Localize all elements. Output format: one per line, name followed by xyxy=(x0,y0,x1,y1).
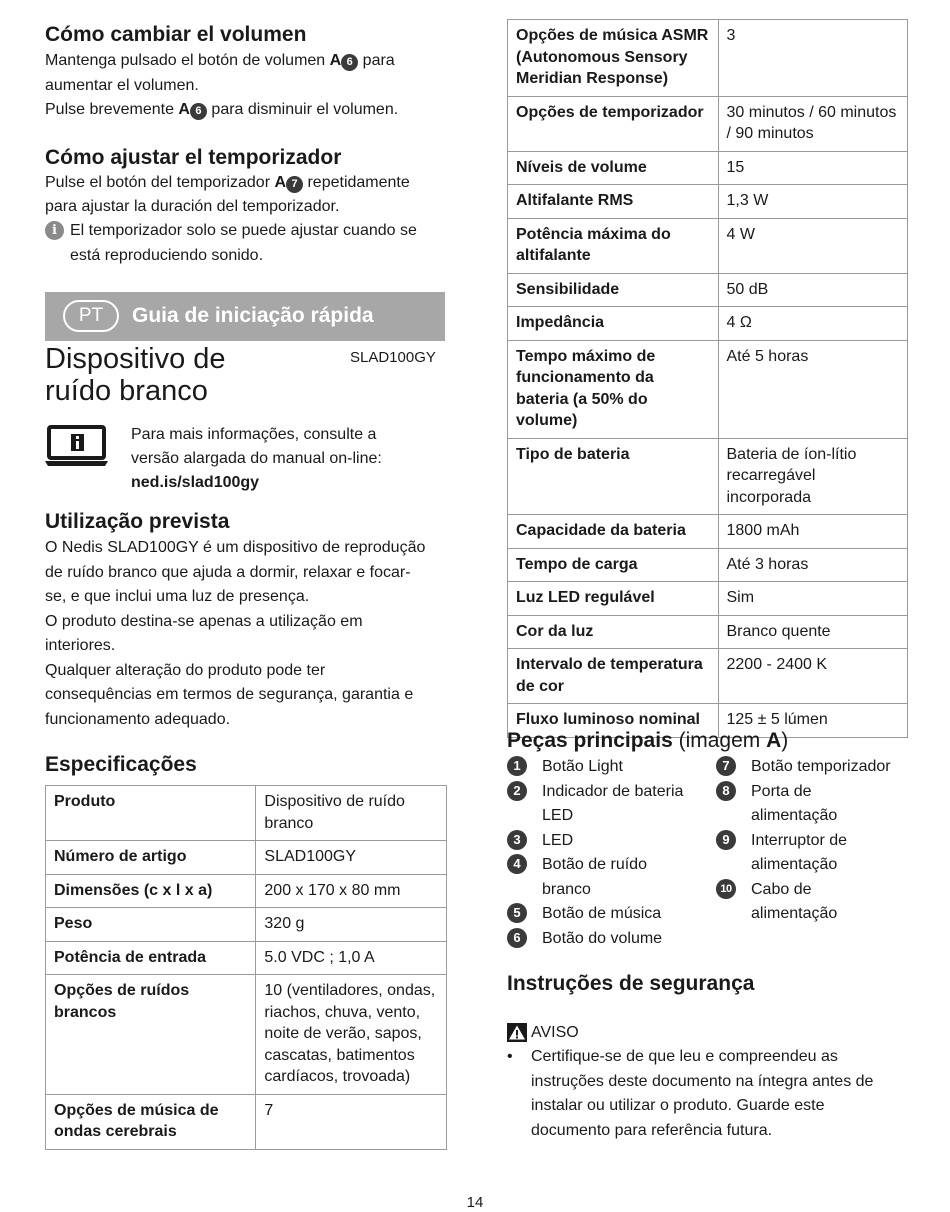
part-number-badge: 8 xyxy=(716,781,736,801)
safety-heading: Instruções de segurança xyxy=(507,972,755,995)
spec-value: 15 xyxy=(718,151,908,185)
safety-bullet-text xyxy=(531,1045,911,1143)
table-row xyxy=(508,548,908,582)
intended-use-heading: Utilização prevista xyxy=(45,510,230,533)
timer-heading: Cómo ajustar el temporizador xyxy=(45,146,342,169)
banner-title: Guia de iniciação rápida xyxy=(132,304,374,327)
part-label: alimentação xyxy=(751,807,838,824)
spec-value: 320 g xyxy=(256,908,447,942)
text-line: O Nedis SLAD100GY é um dispositivo de reprodução xyxy=(45,539,426,556)
intended-use-text xyxy=(45,536,455,732)
timer-line-1: Pulse el botón del temporizador A 7 repetidamente xyxy=(45,174,410,191)
list-item xyxy=(716,878,916,927)
table-row xyxy=(46,908,447,942)
table-row xyxy=(508,96,908,151)
spec-key: Opções de ruídos brancos xyxy=(46,975,256,1095)
product-title-line-2: ruído branco xyxy=(45,375,208,407)
spec-value: 50 dB xyxy=(718,273,908,307)
table-row xyxy=(508,438,908,515)
part-label: Cabo de xyxy=(751,880,812,898)
list-item xyxy=(716,780,916,829)
part-number-badge: 9 xyxy=(716,830,736,850)
part-number-badge: 7 xyxy=(716,756,736,776)
page-number: 14 xyxy=(466,1194,484,1211)
spec-key: Opções de música ASMR (Autonomous Sensory Meridian Response) xyxy=(508,20,719,97)
spec-key: Impedância xyxy=(508,307,719,341)
text-line: se, e que inclui uma luz de presença. xyxy=(45,588,310,605)
part-label: LED xyxy=(542,831,574,849)
spec-value: SLAD100GY xyxy=(256,841,447,875)
part-number-badge: 1 xyxy=(507,756,527,776)
timer-info-line-2: está reproduciendo sonido. xyxy=(70,247,264,264)
spec-value: Até 5 horas xyxy=(718,340,908,438)
list-item xyxy=(716,755,916,780)
part-label: Indicador de bateria xyxy=(542,782,684,800)
part-label: Botão Light xyxy=(542,758,623,775)
spec-key: Altifalante RMS xyxy=(508,185,719,219)
language-banner xyxy=(45,292,445,341)
text-line: instruções deste documento na íntegra antes de xyxy=(531,1072,874,1090)
spec-key: Tempo máximo de funcionamento da bateria (a 50% do volume) xyxy=(508,340,719,438)
spec-key: Capacidade da bateria xyxy=(508,515,719,549)
timer-info-line-1: El temporizador solo se puede ajustar cuando se xyxy=(70,222,417,239)
spec-value: 10 (ventiladores, ondas, riachos, chuva, vento, noite de verão, sapos, cascatas, batimentos cardíacos, trovoada) xyxy=(256,975,447,1095)
spec-key: Fluxo luminoso nominal xyxy=(508,704,719,738)
spec-key: Tempo de carga xyxy=(508,548,719,582)
volume-line-2: aumentar el volumen. xyxy=(45,77,199,94)
parts-column-1 xyxy=(507,755,712,951)
parts-column-2 xyxy=(716,755,916,927)
text-line: O produto destina-se apenas a utilização em xyxy=(45,612,363,630)
text-line: interiores. xyxy=(45,637,116,654)
spec-value: 4 Ω xyxy=(718,307,908,341)
product-title-line-1: Dispositivo de xyxy=(45,343,226,375)
spec-value: 1,3 W xyxy=(718,185,908,219)
spec-value: 125 ± 5 lúmen xyxy=(718,704,908,738)
list-item xyxy=(507,853,712,902)
part-label: branco xyxy=(542,880,591,898)
part-number-badge: 6 xyxy=(190,103,207,120)
text-line: instalar ou utilizar o produto. Guarde este xyxy=(531,1097,825,1114)
specifications-heading: Especificações xyxy=(45,753,197,776)
table-row xyxy=(46,1094,447,1149)
table-row xyxy=(508,582,908,616)
manual-link[interactable]: ned.is/slad100gy xyxy=(131,474,260,491)
main-parts-heading: Peças principais (imagem A) xyxy=(507,729,789,752)
text-line: funcionamento adequado. xyxy=(45,710,231,728)
manual-text-line-2: versão alargada do manual on-line: xyxy=(131,450,382,467)
table-row xyxy=(46,841,447,875)
volume-heading: Cómo cambiar el volumen xyxy=(45,23,307,46)
table-row xyxy=(46,975,447,1095)
part-label: alimentação xyxy=(751,856,838,873)
part-label: LED xyxy=(542,807,574,824)
table-row xyxy=(508,273,908,307)
spec-key: Dimensões (c x l x a) xyxy=(46,874,256,908)
spec-value: Até 3 horas xyxy=(718,548,908,582)
specs-table-right xyxy=(507,19,908,738)
spec-value: 7 xyxy=(256,1094,447,1149)
spec-value: 5.0 VDC ; 1,0 A xyxy=(256,941,447,975)
volume-line-3: Pulse brevemente A 6 para disminuir el volumen. xyxy=(45,101,399,118)
table-row xyxy=(46,941,447,975)
list-item xyxy=(507,902,712,927)
table-row xyxy=(46,874,447,908)
part-number-badge: 7 xyxy=(286,176,303,193)
table-row xyxy=(508,649,908,704)
model-number: SLAD100GY xyxy=(350,349,436,366)
spec-value: 2200 - 2400 K xyxy=(718,649,908,704)
spec-value: 1800 mAh xyxy=(718,515,908,549)
bullet-icon: • xyxy=(507,1048,513,1065)
part-label: Botão temporizador xyxy=(751,758,891,775)
part-label: Botão do volume xyxy=(542,929,663,947)
table-row xyxy=(508,151,908,185)
spec-value: Dispositivo de ruído branco xyxy=(256,786,447,841)
text-line: consequências em termos de segurança, garantia e xyxy=(45,686,414,703)
part-number-badge: 10 xyxy=(716,879,736,899)
part-number-badge: 6 xyxy=(341,54,358,71)
specs-table-left xyxy=(45,785,447,1150)
part-label: Porta de xyxy=(751,782,812,800)
spec-key: Número de artigo xyxy=(46,841,256,875)
text-line: Qualquer alteração do produto pode ter xyxy=(45,661,326,679)
spec-value: 3 xyxy=(718,20,908,97)
text-line: de ruído branco que ajuda a dormir, relaxar e focar- xyxy=(45,563,411,581)
warning-icon xyxy=(507,1023,527,1042)
spec-key: Potência máxima do altifalante xyxy=(508,218,719,273)
spec-value: 200 x 170 x 80 mm xyxy=(256,874,447,908)
text-line: Certifique-se de que leu e compreendeu as xyxy=(531,1048,838,1065)
table-row xyxy=(46,786,447,841)
part-label: alimentação xyxy=(751,905,838,922)
table-row xyxy=(508,615,908,649)
spec-key: Opções de música de ondas cerebrais xyxy=(46,1094,256,1149)
warning-label: AVISO xyxy=(531,1024,579,1041)
spec-key: Sensibilidade xyxy=(508,273,719,307)
table-row xyxy=(508,307,908,341)
list-item xyxy=(507,829,712,854)
list-item xyxy=(716,829,916,878)
spec-key: Potência de entrada xyxy=(46,941,256,975)
table-row xyxy=(508,515,908,549)
spec-value: Sim xyxy=(718,582,908,616)
volume-line-1: Mantenga pulsado el botón de volumen A 6 para xyxy=(45,52,395,69)
info-icon: i xyxy=(45,221,64,240)
part-number-badge: 5 xyxy=(507,903,527,923)
part-label: Interruptor de xyxy=(751,831,848,849)
table-row xyxy=(508,218,908,273)
laptop-manual-icon xyxy=(45,425,108,468)
spec-value: 4 W xyxy=(718,218,908,273)
part-number-badge: 6 xyxy=(507,928,527,948)
part-number-badge: 4 xyxy=(507,854,527,874)
part-number-badge: 3 xyxy=(507,830,527,850)
list-item xyxy=(507,780,712,829)
manual-text-line-1: Para mais informações, consulte a xyxy=(131,426,377,443)
spec-key: Cor da luz xyxy=(508,615,719,649)
spec-value: Branco quente xyxy=(718,615,908,649)
part-number-badge: 2 xyxy=(507,781,527,801)
spec-value: Bateria de íon-lítio recarregável incorporada xyxy=(718,438,908,515)
list-item xyxy=(507,927,712,952)
table-row xyxy=(508,340,908,438)
table-row xyxy=(508,20,908,97)
spec-key: Níveis de volume xyxy=(508,151,719,185)
spec-key: Peso xyxy=(46,908,256,942)
text-line: documento para referência futura. xyxy=(531,1121,773,1139)
part-label: Botão de ruído xyxy=(542,856,647,873)
spec-key: Tipo de bateria xyxy=(508,438,719,515)
spec-key: Intervalo de temperatura de cor xyxy=(508,649,719,704)
spec-key: Opções de temporizador xyxy=(508,96,719,151)
table-row xyxy=(508,185,908,219)
list-item xyxy=(507,755,712,780)
spec-value: 30 minutos / 60 minutos / 90 minutos xyxy=(718,96,908,151)
part-label: Botão de música xyxy=(542,905,662,922)
language-badge: PT xyxy=(63,300,119,332)
spec-key: Produto xyxy=(46,786,256,841)
spec-key: Luz LED regulável xyxy=(508,582,719,616)
timer-line-2: para ajustar la duración del temporizador. xyxy=(45,198,340,215)
